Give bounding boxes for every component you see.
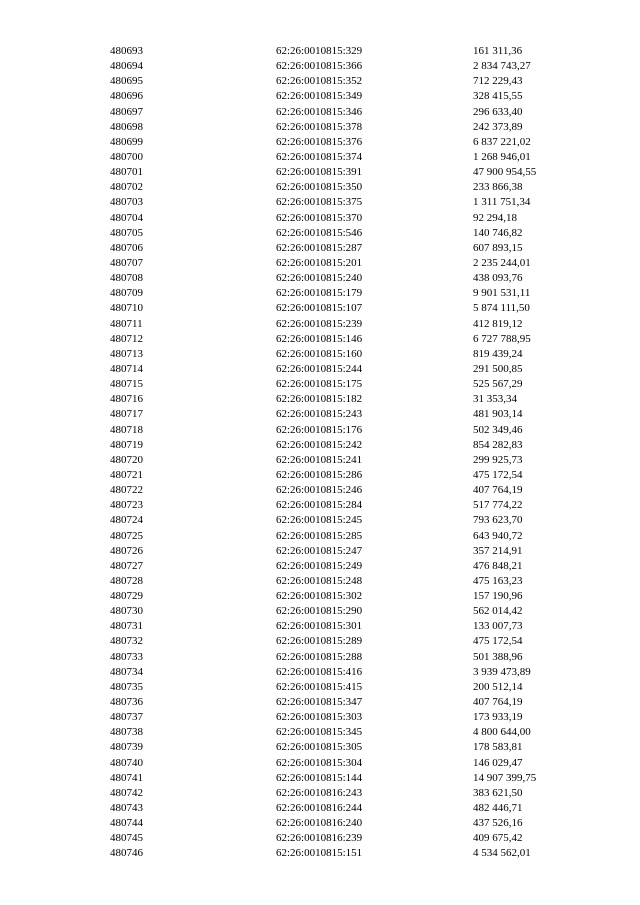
row-number-cell: 480719 <box>110 438 143 451</box>
cadastral-number-cell: 62:26:0010816:240 <box>276 817 363 830</box>
cadastral-number-cell: 62:26:0010816:244 <box>276 802 363 815</box>
cadastral-value-cell: 140 746,82 <box>473 226 523 239</box>
cadastral-number-cell: 62:26:0010815:182 <box>276 393 363 406</box>
table-row <box>0 453 640 468</box>
row-number-cell: 480708 <box>110 272 143 285</box>
cadastral-value-cell: 475 172,54 <box>473 468 523 481</box>
cadastral-value-cell: 146 029,47 <box>473 756 523 769</box>
cadastral-value-cell: 178 583,81 <box>473 741 523 754</box>
row-number-cell: 480722 <box>110 484 143 497</box>
row-number-cell: 480694 <box>110 60 143 73</box>
cadastral-value-cell: 412 819,12 <box>473 317 523 330</box>
row-number-cell: 480742 <box>110 786 143 799</box>
cadastral-number-cell: 62:26:0010815:376 <box>276 135 363 148</box>
table-row <box>0 105 640 120</box>
row-number-cell: 480701 <box>110 166 143 179</box>
cadastral-value-cell: 407 764,19 <box>473 484 523 497</box>
cadastral-value-cell: 562 014,42 <box>473 605 523 618</box>
cadastral-value-cell: 291 500,85 <box>473 362 523 375</box>
table-row <box>0 377 640 392</box>
row-number-cell: 480711 <box>110 317 143 330</box>
table-row <box>0 211 640 226</box>
table-row <box>0 771 640 786</box>
table-row <box>0 286 640 301</box>
row-number-cell: 480726 <box>110 544 143 557</box>
cadastral-value-cell: 525 567,29 <box>473 378 523 391</box>
cadastral-value-cell: 357 214,91 <box>473 544 523 557</box>
row-number-cell: 480728 <box>110 574 143 587</box>
row-number-cell: 480706 <box>110 241 143 254</box>
cadastral-value-cell: 476 848,21 <box>473 559 523 572</box>
cadastral-value-table <box>0 44 640 862</box>
cadastral-value-cell: 200 512,14 <box>473 680 523 693</box>
table-row <box>0 846 640 861</box>
cadastral-value-cell: 437 526,16 <box>473 817 523 830</box>
row-number-cell: 480738 <box>110 726 143 739</box>
cadastral-number-cell: 62:26:0010815:151 <box>276 847 363 860</box>
cadastral-number-cell: 62:26:0010815:416 <box>276 665 363 678</box>
cadastral-value-cell: 819 439,24 <box>473 347 523 360</box>
cadastral-number-cell: 62:26:0010815:302 <box>276 590 363 603</box>
cadastral-number-cell: 62:26:0010815:201 <box>276 256 363 269</box>
cadastral-value-cell: 161 311,36 <box>473 45 523 57</box>
row-number-cell: 480739 <box>110 741 143 754</box>
cadastral-number-cell: 62:26:0010815:352 <box>276 75 363 88</box>
table-row <box>0 423 640 438</box>
cadastral-number-cell: 62:26:0010815:244 <box>276 362 363 375</box>
cadastral-number-cell: 62:26:0010816:239 <box>276 832 363 845</box>
row-number-cell: 480735 <box>110 680 143 693</box>
table-row <box>0 135 640 150</box>
cadastral-value-cell: 6 837 221,02 <box>473 135 531 148</box>
cadastral-number-cell: 62:26:0010815:107 <box>276 302 363 315</box>
cadastral-value-cell: 2 235 244,01 <box>473 256 531 269</box>
cadastral-number-cell: 62:26:0010815:370 <box>276 211 363 224</box>
table-row <box>0 241 640 256</box>
table-row <box>0 301 640 316</box>
cadastral-value-cell: 438 093,76 <box>473 272 523 285</box>
cadastral-number-cell: 62:26:0010815:415 <box>276 680 363 693</box>
cadastral-value-cell: 173 933,19 <box>473 711 523 724</box>
table-row <box>0 317 640 332</box>
cadastral-value-cell: 409 675,42 <box>473 832 523 845</box>
row-number-cell: 480710 <box>110 302 143 315</box>
cadastral-value-cell: 9 901 531,11 <box>473 287 531 300</box>
table-row <box>0 634 640 649</box>
cadastral-value-cell: 157 190,96 <box>473 590 523 603</box>
cadastral-number-cell: 62:26:0010815:245 <box>276 514 363 527</box>
cadastral-value-cell: 475 163,23 <box>473 574 523 587</box>
table-row <box>0 786 640 801</box>
row-number-cell: 480697 <box>110 105 143 118</box>
row-number-cell: 480713 <box>110 347 143 360</box>
cadastral-number-cell: 62:26:0010815:242 <box>276 438 363 451</box>
row-number-cell: 480702 <box>110 181 143 194</box>
row-number-cell: 480734 <box>110 665 143 678</box>
cadastral-number-cell: 62:26:0010815:239 <box>276 317 363 330</box>
cadastral-number-cell: 62:26:0010815:347 <box>276 696 363 709</box>
cadastral-number-cell: 62:26:0010816:243 <box>276 786 363 799</box>
table-row <box>0 59 640 74</box>
cadastral-value-cell: 712 229,43 <box>473 75 523 88</box>
cadastral-value-cell: 407 764,19 <box>473 696 523 709</box>
table-row <box>0 665 640 680</box>
row-number-cell: 480705 <box>110 226 143 239</box>
cadastral-value-cell: 517 774,22 <box>473 499 523 512</box>
cadastral-number-cell: 62:26:0010815:240 <box>276 272 363 285</box>
row-number-cell: 480696 <box>110 90 143 103</box>
cadastral-value-cell: 4 800 644,00 <box>473 726 531 739</box>
row-number-cell: 480704 <box>110 211 143 224</box>
table-row <box>0 529 640 544</box>
row-number-cell: 480744 <box>110 817 143 830</box>
table-row <box>0 271 640 286</box>
cadastral-number-cell: 62:26:0010815:285 <box>276 529 363 542</box>
cadastral-value-cell: 475 172,54 <box>473 635 523 648</box>
table-row <box>0 195 640 210</box>
cadastral-value-cell: 481 903,14 <box>473 408 523 421</box>
table-row <box>0 180 640 195</box>
cadastral-value-cell: 482 446,71 <box>473 802 523 815</box>
cadastral-number-cell: 62:26:0010815:144 <box>276 771 363 784</box>
row-number-cell: 480712 <box>110 332 143 345</box>
cadastral-number-cell: 62:26:0010815:287 <box>276 241 363 254</box>
table-row <box>0 120 640 135</box>
row-number-cell: 480695 <box>110 75 143 88</box>
table-row <box>0 150 640 165</box>
row-number-cell: 480700 <box>110 150 143 163</box>
cadastral-value-cell: 502 349,46 <box>473 423 523 436</box>
cadastral-value-cell: 1 268 946,01 <box>473 150 531 163</box>
cadastral-number-cell: 62:26:0010815:303 <box>276 711 363 724</box>
cadastral-number-cell: 62:26:0010815:146 <box>276 332 363 345</box>
table-row <box>0 740 640 755</box>
cadastral-number-cell: 62:26:0010815:249 <box>276 559 363 572</box>
table-row <box>0 498 640 513</box>
cadastral-number-cell: 62:26:0010815:175 <box>276 378 363 391</box>
cadastral-number-cell: 62:26:0010815:284 <box>276 499 363 512</box>
table-row <box>0 226 640 241</box>
cadastral-number-cell: 62:26:0010815:304 <box>276 756 363 769</box>
cadastral-number-cell: 62:26:0010815:366 <box>276 60 363 73</box>
table-row <box>0 347 640 362</box>
cadastral-number-cell: 62:26:0010815:305 <box>276 741 363 754</box>
cadastral-value-cell: 133 007,73 <box>473 620 523 633</box>
cadastral-number-cell: 62:26:0010815:391 <box>276 166 363 179</box>
cadastral-number-cell: 62:26:0010815:350 <box>276 181 363 194</box>
cadastral-number-cell: 62:26:0010815:301 <box>276 620 363 633</box>
cadastral-value-cell: 5 874 111,50 <box>473 302 530 315</box>
row-number-cell: 480709 <box>110 287 143 300</box>
table-row <box>0 44 640 59</box>
row-number-cell: 480745 <box>110 832 143 845</box>
table-row <box>0 362 640 377</box>
row-number-cell: 480698 <box>110 120 143 133</box>
cadastral-value-cell: 6 727 788,95 <box>473 332 531 345</box>
cadastral-number-cell: 62:26:0010815:289 <box>276 635 363 648</box>
cadastral-value-cell: 793 623,70 <box>473 514 523 527</box>
row-number-cell: 480741 <box>110 771 143 784</box>
cadastral-number-cell: 62:26:0010815:378 <box>276 120 363 133</box>
table-row <box>0 695 640 710</box>
cadastral-number-cell: 62:26:0010815:346 <box>276 105 363 118</box>
cadastral-number-cell: 62:26:0010815:345 <box>276 726 363 739</box>
table-row <box>0 513 640 528</box>
table-row <box>0 831 640 846</box>
cadastral-number-cell: 62:26:0010815:290 <box>276 605 363 618</box>
row-number-cell: 480740 <box>110 756 143 769</box>
cadastral-number-cell: 62:26:0010815:243 <box>276 408 363 421</box>
cadastral-number-cell: 62:26:0010815:374 <box>276 150 363 163</box>
cadastral-value-cell: 299 925,73 <box>473 453 523 466</box>
table-row <box>0 604 640 619</box>
table-row <box>0 559 640 574</box>
cadastral-number-cell: 62:26:0010815:286 <box>276 468 363 481</box>
cadastral-value-cell: 501 388,96 <box>473 650 523 663</box>
cadastral-value-cell: 1 311 751,34 <box>473 196 531 209</box>
cadastral-number-cell: 62:26:0010815:160 <box>276 347 363 360</box>
row-number-cell: 480723 <box>110 499 143 512</box>
table-row <box>0 74 640 89</box>
cadastral-value-cell: 4 534 562,01 <box>473 847 531 860</box>
cadastral-number-cell: 62:26:0010815:248 <box>276 574 363 587</box>
row-number-cell: 480715 <box>110 378 143 391</box>
row-number-cell: 480743 <box>110 802 143 815</box>
cadastral-number-cell: 62:26:0010815:247 <box>276 544 363 557</box>
cadastral-number-cell: 62:26:0010815:349 <box>276 90 363 103</box>
table-row <box>0 680 640 695</box>
row-number-cell: 480693 <box>110 45 143 57</box>
cadastral-value-cell: 296 633,40 <box>473 105 523 118</box>
table-row <box>0 89 640 104</box>
table-row <box>0 816 640 831</box>
table-row <box>0 407 640 422</box>
table-row <box>0 574 640 589</box>
row-number-cell: 480732 <box>110 635 143 648</box>
row-number-cell: 480737 <box>110 711 143 724</box>
row-number-cell: 480736 <box>110 696 143 709</box>
cadastral-value-cell: 14 907 399,75 <box>473 771 537 784</box>
row-number-cell: 480731 <box>110 620 143 633</box>
row-number-cell: 480718 <box>110 423 143 436</box>
cadastral-value-cell: 328 415,55 <box>473 90 523 103</box>
table-row <box>0 165 640 180</box>
table-row <box>0 725 640 740</box>
table-row <box>0 438 640 453</box>
table-row <box>0 801 640 816</box>
row-number-cell: 480746 <box>110 847 143 860</box>
cadastral-value-cell: 3 939 473,89 <box>473 665 531 678</box>
row-number-cell: 480725 <box>110 529 143 542</box>
cadastral-value-cell: 383 621,50 <box>473 786 523 799</box>
cadastral-number-cell: 62:26:0010815:288 <box>276 650 363 663</box>
table-row <box>0 256 640 271</box>
row-number-cell: 480714 <box>110 362 143 375</box>
row-number-cell: 480721 <box>110 468 143 481</box>
cadastral-value-cell: 643 940,72 <box>473 529 523 542</box>
table-row <box>0 332 640 347</box>
cadastral-value-cell: 607 893,15 <box>473 241 523 254</box>
row-number-cell: 480699 <box>110 135 143 148</box>
row-number-cell: 480730 <box>110 605 143 618</box>
table-row <box>0 468 640 483</box>
table-row <box>0 544 640 559</box>
cadastral-value-cell: 233 866,38 <box>473 181 523 194</box>
row-number-cell: 480729 <box>110 590 143 603</box>
cadastral-value-cell: 854 282,83 <box>473 438 523 451</box>
cadastral-value-cell: 31 353,34 <box>473 393 517 406</box>
row-number-cell: 480733 <box>110 650 143 663</box>
table-row <box>0 710 640 725</box>
row-number-cell: 480717 <box>110 408 143 421</box>
cadastral-value-cell: 92 294,18 <box>473 211 517 224</box>
cadastral-number-cell: 62:26:0010815:179 <box>276 287 363 300</box>
cadastral-number-cell: 62:26:0010815:241 <box>276 453 363 466</box>
cadastral-number-cell: 62:26:0010815:246 <box>276 484 363 497</box>
cadastral-value-cell: 2 834 743,27 <box>473 60 531 73</box>
table-row <box>0 483 640 498</box>
cadastral-number-cell: 62:26:0010815:329 <box>276 45 363 57</box>
row-number-cell: 480720 <box>110 453 143 466</box>
cadastral-number-cell: 62:26:0010815:546 <box>276 226 363 239</box>
table-row <box>0 756 640 771</box>
cadastral-number-cell: 62:26:0010815:176 <box>276 423 363 436</box>
cadastral-value-cell: 242 373,89 <box>473 120 523 133</box>
table-row <box>0 650 640 665</box>
cadastral-number-cell: 62:26:0010815:375 <box>276 196 363 209</box>
row-number-cell: 480703 <box>110 196 143 209</box>
cadastral-value-cell: 47 900 954,55 <box>473 166 537 179</box>
row-number-cell: 480716 <box>110 393 143 406</box>
table-row <box>0 619 640 634</box>
row-number-cell: 480724 <box>110 514 143 527</box>
row-number-cell: 480727 <box>110 559 143 572</box>
row-number-cell: 480707 <box>110 256 143 269</box>
table-row <box>0 392 640 407</box>
table-row <box>0 589 640 604</box>
